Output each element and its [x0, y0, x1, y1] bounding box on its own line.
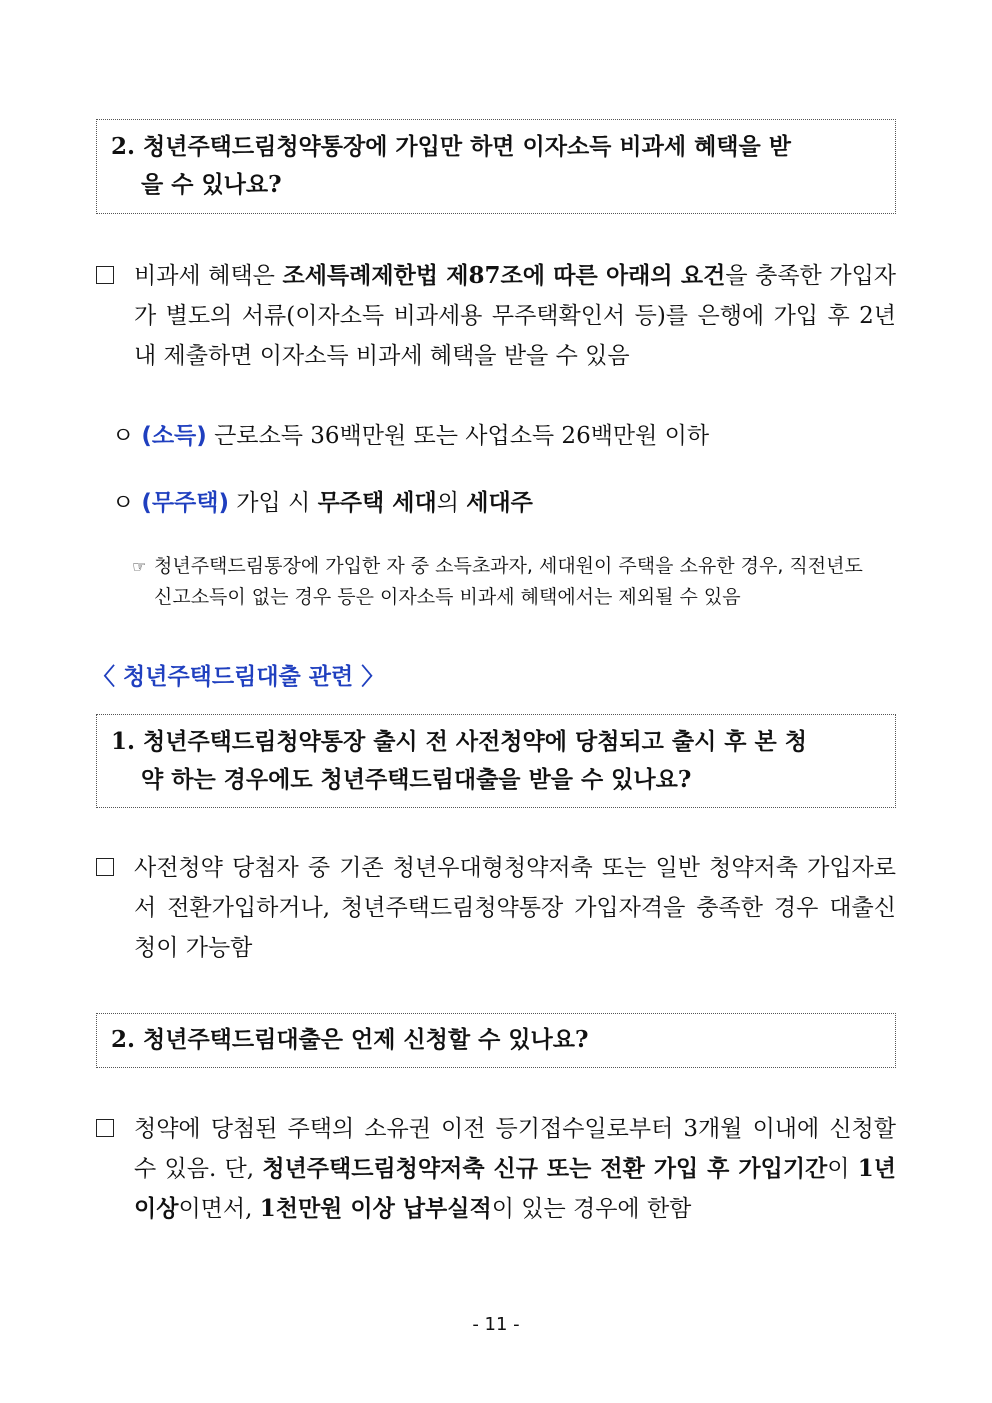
question-line-2: 약 하는 경우에도 청년주택드림대출을 받을 수 있나요?	[141, 766, 692, 793]
note-line-2: 신고소득이 없는 경우 등은 이자소득 비과세 혜택에서는 제외될 수 있음	[154, 586, 741, 608]
answer-text-bold: 1년 이상	[134, 1155, 897, 1222]
bullet-marker: ㅇ	[112, 423, 135, 449]
bullet-text: 의	[436, 490, 467, 516]
note-exclusions	[132, 551, 898, 612]
bullet-text-bold: 무주택 세대	[317, 489, 437, 516]
answer-text-bold: 청년주택드림청약저축 신규 또는 전환 가입 후 가입기간	[262, 1155, 828, 1182]
answer-text-part: 이면서,	[178, 1196, 260, 1222]
bullet-marker: ㅇ	[112, 490, 135, 516]
question-line-1: 1. 청년주택드림청약통장 출시 전 사전청약에 당첨되고 출시 후 본 청	[111, 728, 807, 755]
answer-paragraph-prior-subscription	[96, 848, 896, 968]
answer-paragraph-tax-exemption	[96, 256, 896, 376]
question-box-q2-subscription	[96, 119, 896, 214]
bullet-text-bold: 세대주	[466, 489, 533, 516]
bullet-income	[112, 419, 902, 453]
checkbox-icon	[96, 858, 114, 876]
question-box-q2-loan	[96, 1013, 896, 1068]
answer-text-part: 이	[827, 1156, 858, 1182]
answer-paragraph-loan-timing	[96, 1109, 896, 1229]
answer-text	[96, 256, 896, 376]
answer-text-part: 청약에 당첨된 주택의 소유권 이전 등기접수일로부터 3개월 이내에 신청할 수 있음. 단,	[134, 1116, 896, 1182]
answer-text: 사전청약 당첨자 중 기존 청년우대형청약저축 또는 일반 청약저축 가입자로서 전환가입하거나, 청년주택드림청약통장 가입자격을 충족한 경우 대출신청이 가능함	[134, 855, 896, 961]
section-title-loan: 〈 청년주택드림대출 관련 〉	[92, 664, 385, 690]
pointing-hand-icon: ☞	[132, 557, 147, 576]
bullet-text: 가입 시	[229, 490, 318, 516]
question-line-2: 을 수 있나요?	[141, 171, 282, 198]
answer-text	[96, 1109, 896, 1229]
answer-text-bold: 조세특례제한법 제87조에 따른 아래의 요건	[282, 262, 726, 289]
bullet-housing	[112, 486, 902, 520]
checkbox-icon	[96, 266, 114, 284]
answer-text-part: 이 있는 경우에 한함	[491, 1196, 692, 1222]
question-line-1: 2. 청년주택드림대출은 언제 신청할 수 있나요?	[111, 1026, 589, 1053]
answer-text-bold: 1천만원 이상 납부실적	[259, 1195, 492, 1222]
answer-text-part: 을 충족한 가입자가 별도의 서류(이자소득 비과세용 무주택확인서 등)를 은행에 가입 후 2년 내 제출하면 이자소득 비과세 혜택을 받을 수 있음	[134, 263, 896, 369]
checkbox-icon	[96, 1119, 114, 1137]
note-line-1: 청년주택드림통장에 가입한 자 중 소득초과자, 세대원이 주택을 소유한 경우, 직전년도	[154, 555, 863, 577]
question-box-q1-loan	[96, 714, 896, 808]
page-number: - 11 -	[472, 1314, 520, 1335]
bullet-label-housing: (무주택)	[141, 490, 229, 516]
bullet-label-income: (소득)	[141, 423, 207, 449]
bullet-text: 근로소득 36백만원 또는 사업소득 26백만원 이하	[206, 423, 710, 449]
question-line-1: 2. 청년주택드림청약통장에 가입만 하면 이자소득 비과세 혜택을 받	[111, 133, 791, 160]
answer-text-part: 비과세 혜택은	[134, 263, 283, 289]
